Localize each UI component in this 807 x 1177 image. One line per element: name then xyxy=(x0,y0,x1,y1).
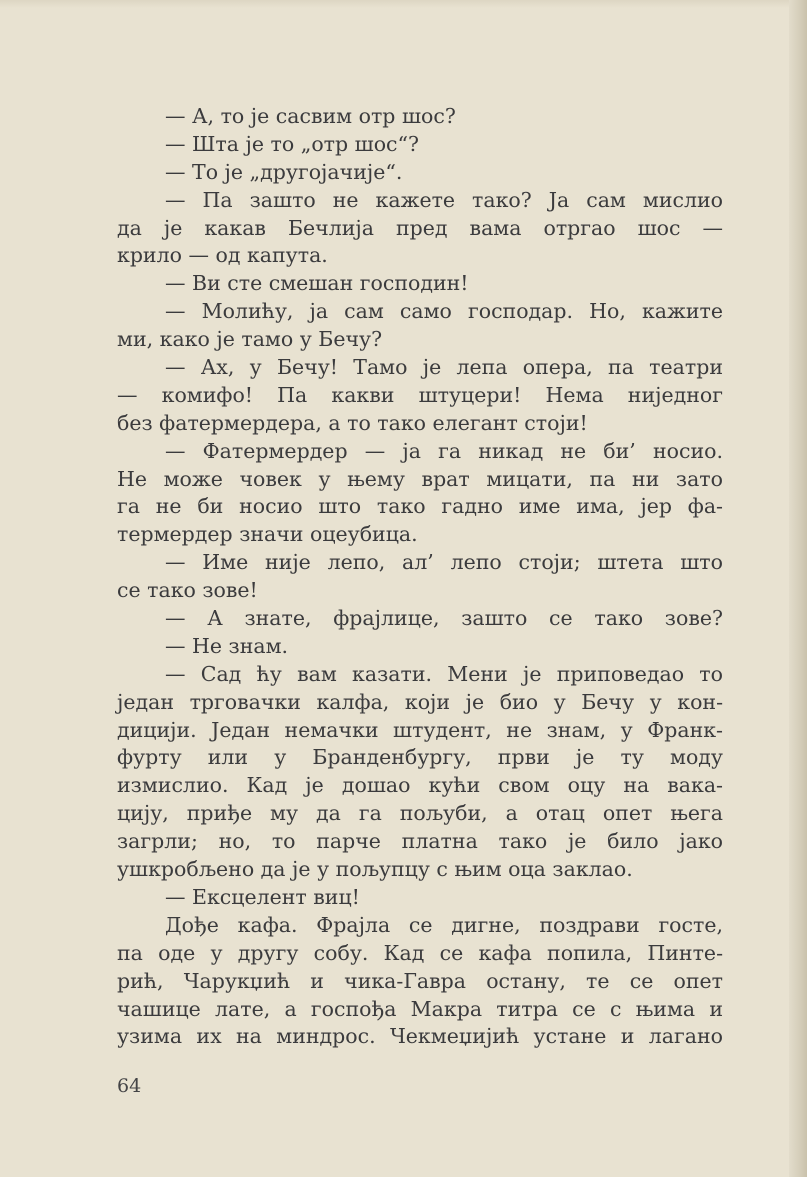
text-line: измислио. Кад је дошао кући свом оцу на вака- xyxy=(117,773,723,798)
text-line: један трговачки калфа, који је био у Бечу у кон- xyxy=(117,689,723,714)
page-top-shadow xyxy=(0,0,807,8)
text-line: — Па зашто не кажете тако? Ја сам мислио xyxy=(165,187,723,212)
text-line: Дође кафа. Фрајла се дигне, поздрави госте, xyxy=(165,912,723,937)
text-line: — Не знам. xyxy=(165,633,289,658)
text-line: да је какав Бечлија пред вама отргао шос — xyxy=(117,215,723,240)
text-line: загрли; но, то парче платна тако је било јако xyxy=(117,829,723,854)
text-line: — Шта је то „отр шос“? xyxy=(165,131,419,156)
text-line: Не може човек у њему врат мицати, па ни зато xyxy=(117,466,723,491)
page-number: 64 xyxy=(117,1075,142,1097)
text-line: рић, Чарукџић и чика-Гавра остану, те се опет xyxy=(117,968,723,993)
text-line: узима их на миндрос. Чекмеџијић устане и лагано xyxy=(117,1024,723,1049)
text-line: — То је „другојачије“. xyxy=(165,159,403,184)
text-line: — Ексцелент виц! xyxy=(165,884,360,909)
body-text xyxy=(117,103,723,1051)
text-line: ми, како је тамо у Бечу? xyxy=(117,327,383,352)
text-line: фурту или у Бранденбургу, први је ту моду xyxy=(117,745,723,770)
text-line: — А, то је сасвим отр шос? xyxy=(165,104,456,128)
text-line: се тако зове! xyxy=(117,578,258,603)
text-line: — Молићу, ја сам само господар. Но, кажите xyxy=(165,299,723,324)
text-line: — Фатермердер — ја га никад не би’ носио. xyxy=(165,438,723,463)
page-edge-shadow xyxy=(789,0,807,1177)
text-line: — комифо! Па какви штуцери! Нема ниједног xyxy=(117,382,723,407)
text-line: термердер значи оцеубица. xyxy=(117,522,418,547)
text-line: га не би носио што тако гадно име има, јер фа- xyxy=(117,494,723,519)
text-line: дицији. Један немачки штудент, не знам, у Франк- xyxy=(117,717,723,742)
text-line: цију, приђе му да га пољуби, а отац опет њега xyxy=(117,801,723,826)
text-line: чашице лате, а госпођа Макра титра се с њима и xyxy=(117,996,723,1021)
text-line: — Ви сте смешан господин! xyxy=(165,271,469,296)
text-line: — Име није лепо, ал’ лепо стоји; штета што xyxy=(165,550,723,575)
text-line: без фатермердера, а то тако елегант стоји! xyxy=(117,410,588,435)
text-line: — Ах, у Бечу! Тамо је лепа опера, па театри xyxy=(165,355,723,380)
text-line: па оде у другу собу. Кад се кафа попила, Пинте- xyxy=(117,940,723,965)
text-line: — Сад ћу вам казати. Мени је приповедао то xyxy=(165,661,723,686)
text-line: — А знате, фрајлице, зашто се тако зове? xyxy=(165,606,723,631)
text-line: ушкробљено да је у пољупцу с њим оца заклао. xyxy=(117,857,633,882)
text-line: крило — од капута. xyxy=(117,243,328,268)
